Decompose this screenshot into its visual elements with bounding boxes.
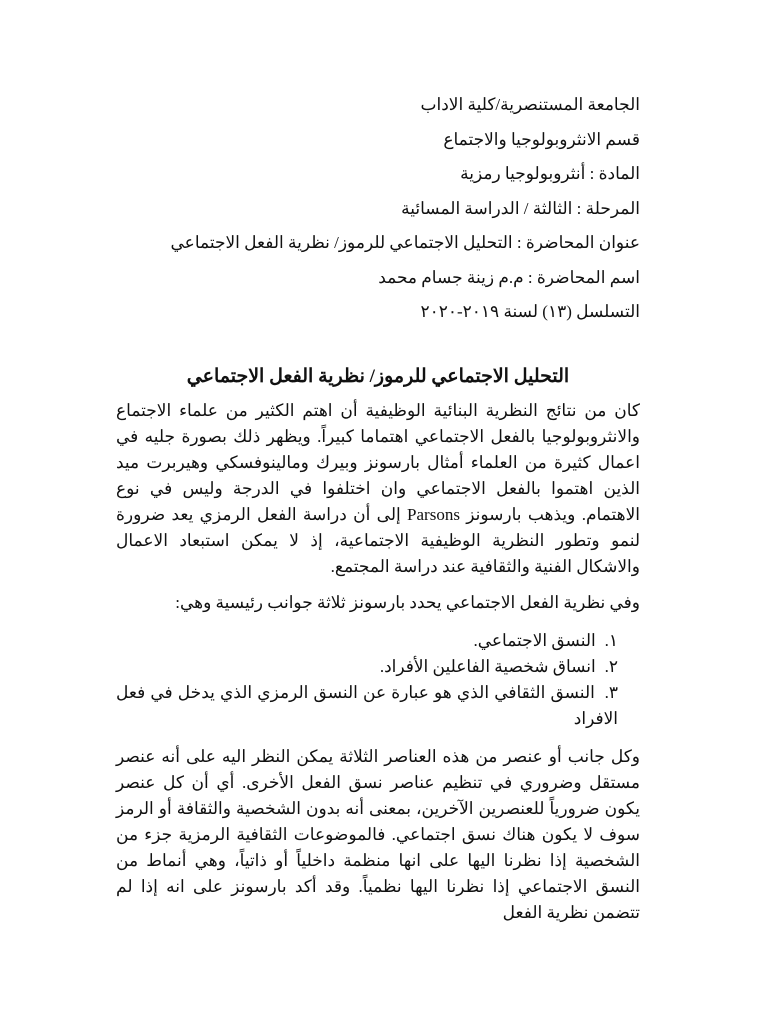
elements-paragraph: وكل جانب أو عنصر من هذه العناصر الثلاثة يمكن النظر اليه على أنه عنصر مستقل وضروري في تنظيم عناصر نسق الفعل الأخرى. أي أن كل عنصر يكون ضرورياً للعنصرين الآخرين، بمعنى أنه بدون الشخصية والثقافة أو الرمز سوف لا يكون هناك نسق اجتماعي. فالموضوعات الثقافية الرمزية جزء من الشخصية إذا نظرنا اليها على انها منظمة داخلياً أو ذاتياً، وهي أنماط من النسق الاجتماعي إذا نظرنا اليها نظمياً. وقد أكد بارسونز على انه إذا لم تتضمن نظرية الفعل (116, 746, 640, 922)
subject-line: المادة : أنثروبولوجيا رمزية (460, 164, 640, 183)
list-item-text: النسق الثقافي الذي هو عبارة عن النسق الرمزي الذي يدخل في فعل الافراد (116, 682, 618, 728)
stage-line: المرحلة : الثالثة / الدراسة المسائية (401, 198, 640, 218)
list-item-text: انساق شخصية الفاعلين الأفراد. (379, 656, 596, 676)
list-item-text: النسق الاجتماعي. (473, 630, 596, 650)
university-line: الجامعة المستنصرية/كلية الاداب (420, 95, 640, 114)
lecture-heading: التحليل الاجتماعي للرموز/ نظرية الفعل الاجتماعي (186, 365, 570, 387)
list-item-number: ١. (604, 630, 618, 650)
department-line: قسم الانثروبولوجيا والاجتماع (443, 129, 640, 149)
list-item (116, 628, 618, 654)
document-header (116, 88, 640, 330)
list-item (116, 654, 618, 680)
sequence-line: التسلسل (١٣) لسنة ٢٠١٩-٢٠٢٠ (420, 302, 640, 321)
list-item-number: ٣. (604, 682, 618, 702)
intro-paragraph: كان من نتائج النظرية البنائية الوظيفية أن اهتم الكثير من علماء الاجتماع والانثروبولوجيا بالفعل الاجتماعي اهتماما كبيراً. ويظهر ذلك بصورة جليه في اعمال كثيرة من العلماء أمثال بارسونز وبيرك ومالينوفسكي وهيربرت ميد الذين اهتموا بالفعل الاجتماعي وان اختلفوا في الدرجة وليس في نوع الاهتمام. ويذهب بارسونز Parsons إلى أن دراسة الفعل الرمزي يعد ضرورة لنمو وتطور النظرية الوظيفية الاجتماعية، إذ لا يمكن استبعاد الاعمال والاشكال الفنية والثقافية عند دراسة المجتمع. (116, 400, 640, 576)
aspects-list (116, 628, 640, 732)
lecturer-line: اسم المحاضرة : م.م زينة جسام محمد (378, 267, 640, 287)
list-item-number: ٢. (604, 656, 618, 676)
lecture-title-line: عنوان المحاضرة : التحليل الاجتماعي للرموز/ نظرية الفعل الاجتماعي (170, 233, 640, 252)
list-item (116, 680, 618, 732)
aspects-intro: وفي نظرية الفعل الاجتماعي يحدد بارسونز ثلاثة جوانب رئيسية وهي: (175, 592, 640, 612)
